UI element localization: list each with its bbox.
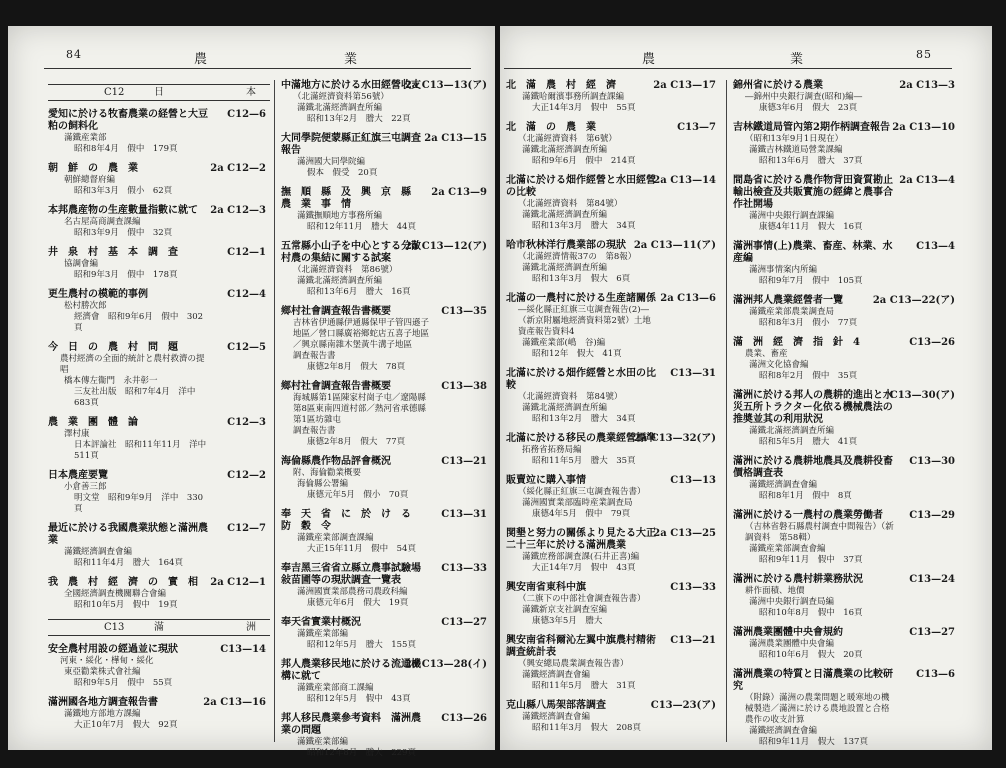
entry-publisher: 滿鐵北滿經濟調査所編	[522, 145, 608, 155]
entry-code: 2a C13—3	[899, 80, 955, 91]
catalog-entry	[506, 635, 720, 692]
entry-publisher: 滿鐵産業部商工課編	[297, 683, 374, 693]
entry-code: 2a C13—22(ア)	[872, 295, 955, 306]
catalog-entry	[48, 205, 270, 239]
entry-publisher: 滿鐵經濟調査會編	[64, 547, 133, 557]
page-number: 84	[66, 48, 82, 61]
entry-title: 五常縣小山子を中心とする分散村農の集結に關する試案	[281, 241, 421, 264]
entry-meta: 昭和11年5月 謄大 31頁	[532, 681, 636, 691]
entry-publisher: 滿洲國實業部臨時産業調査局	[522, 498, 633, 508]
catalog-entry	[506, 475, 720, 520]
entry-meta: 大正14年3月 假中 55頁	[532, 103, 636, 113]
catalog-entry	[48, 577, 270, 611]
entry-title: 滿洲に於ける邦人の農耕的進出と水災五所トラクター化依る機械農法の推奬並其の利用狀況	[733, 390, 893, 425]
entry-subtitle: 吉林省伊通縣伊通縣保甲子管四遜子地區／營口縣廣裕鄉蛇店五喜子地區／興京縣南雜木堡黃牛溝子地區	[293, 318, 430, 350]
catalog-entry	[281, 659, 491, 705]
entry-title: 北 滿 の 農 業	[506, 122, 596, 133]
entry-code: C12—2	[227, 470, 266, 481]
entry-meta: 康德元年5月 假小 70頁	[307, 490, 409, 500]
entry-title: 滿洲邦人農業經營者一覽	[733, 295, 843, 306]
entry-title: 滿洲に於ける農耕地農具及農耕役畜價格調査表	[733, 456, 893, 479]
entry-code: 2a C13—16	[203, 697, 266, 708]
entry-subtitle: （北滿經濟資料 第86號）	[293, 265, 398, 275]
catalog-entry	[281, 563, 491, 609]
catalog-entry	[506, 368, 720, 425]
entry-publisher: 滿鐵北滿經濟調査所編	[522, 210, 608, 220]
entry-subtitle: （北滿經濟資料 第84號）	[518, 199, 623, 209]
entry-title: 滿洲に於ける農村耕業務狀況	[733, 574, 863, 585]
catalog-entry	[733, 80, 959, 114]
entry-publisher: 滿鐵經濟調査會編	[749, 480, 818, 490]
right-page	[500, 26, 992, 750]
entry-meta: 昭和13年6月 謄大 16頁	[307, 287, 411, 297]
entry-code: 2a C13—10	[892, 122, 955, 133]
entry-list	[48, 109, 270, 611]
entry-publisher: 朝鮮總督府編	[64, 175, 116, 185]
entry-code: 2a C13—13(ア)	[404, 80, 487, 91]
entry-publisher: 滿鐵新京支社調査室編	[522, 605, 608, 615]
catalog-entry	[48, 247, 270, 281]
entry-subtitle: （興安總局農業調査報告書）	[518, 659, 629, 669]
entry-list	[733, 80, 959, 748]
entry-subtitle: （吉林省磐石縣農村調査中間報告）（新調資料 第58輯）	[745, 522, 894, 543]
entry-subtitle: （北滿經濟資料 第6號）	[518, 134, 617, 144]
catalog-entry	[48, 470, 270, 515]
catalog-entry	[733, 241, 959, 287]
catalog-entry	[48, 289, 270, 334]
entry-title: 中滿地方に於ける水田經營收支	[281, 80, 421, 91]
entry-publisher: 滿洲事情案内所編	[749, 265, 818, 275]
entry-subtitle: （綏化縣正紅旗三屯調査報告書）	[518, 487, 646, 497]
entry-meta: 昭和5年5月 謄大 41頁	[759, 437, 858, 447]
entry-subtitle: （昭和13年9月1日現在）	[745, 134, 844, 144]
entry-code: C13—31	[441, 509, 487, 520]
entry-title: 鄉村社會調査報告書概要	[281, 381, 391, 392]
entry-meta: 明文堂 昭和9年9月 洋中 330頁	[74, 493, 204, 514]
entry-meta: 昭和10年8月 假中 16頁	[759, 608, 863, 618]
left-page-header	[8, 48, 495, 66]
entry-publisher: 滿鐵撫順地方事務所編	[297, 211, 383, 221]
entry-code: 2a C13—6	[660, 293, 716, 304]
catalog-entry	[733, 122, 959, 167]
entry-code: C12—4	[227, 289, 266, 300]
entry-publisher: 滿鐵産業部	[64, 133, 107, 143]
entry-title: 北 滿 農 村 經 濟	[506, 80, 616, 91]
entry-meta: 昭和9年7月 假中 105頁	[759, 276, 863, 286]
entry-title: 北滿に於ける畑作經營と水田の比較	[506, 368, 656, 391]
entry-publisher: 滿鐵哈爾濱事務所調査課編	[522, 92, 625, 102]
entry-publisher: 海倫縣公署編	[297, 479, 349, 489]
entry-list	[281, 80, 491, 759]
entry-code: 2a C13—12(ア)	[404, 241, 487, 252]
catalog-entry	[48, 644, 270, 689]
entry-meta: 昭和3年3月 假小 62頁	[74, 186, 173, 196]
header-rule	[44, 68, 471, 69]
catalog-entry	[281, 80, 491, 125]
entry-code: C13—29	[909, 510, 955, 521]
entry-subtitle: （北滿經濟資料第56號）	[293, 92, 389, 102]
entry-title: 興安南省東科中旗	[506, 582, 586, 593]
entry-title: 最近に於ける我國農業狀態と滿洲農業	[48, 523, 208, 546]
section-header-c13	[48, 619, 270, 636]
entry-meta: 昭和13年6月 謄大 37頁	[759, 156, 863, 166]
entry-publisher: 滿鐵經濟調査會編	[749, 726, 818, 736]
catalog-entry	[281, 306, 491, 373]
entry-code: C13—21	[441, 456, 487, 467]
entry-code: C13—33	[441, 563, 487, 574]
entry-meta: 昭和10年6月 假大 20頁	[759, 650, 863, 660]
entry-title: 安全農村用設の經過並に現狀	[48, 644, 178, 655]
entry-code: 2a C13—4	[899, 175, 955, 186]
entry-title: 滿洲國各地方調査報告書	[48, 697, 158, 708]
entry-code: C13—31	[670, 368, 716, 379]
catalog-entry	[506, 240, 720, 285]
entry-publisher: 滿鐵北滿經濟調査所編	[522, 263, 608, 273]
entry-publisher: 滿鐵北滿經濟調査所編	[297, 103, 383, 113]
entry-title: 日本農産要覽	[48, 470, 108, 481]
entry-title: 北滿の一農村に於ける生産諸關係	[506, 293, 656, 304]
catalog-entry	[733, 295, 959, 329]
entry-tag: 調査報告書	[293, 426, 336, 436]
catalog-entry	[281, 617, 491, 651]
entry-publisher: 小倉善三郎	[64, 482, 107, 492]
catalog-entry	[281, 241, 491, 298]
entry-meta: 康德2年8月 假大 77頁	[307, 437, 406, 447]
entry-code: 2a C13—28(イ)	[404, 659, 487, 670]
entry-code: C12—1	[227, 247, 266, 258]
entry-publisher: 滿鐵産業部調査課編	[297, 533, 374, 543]
left-page	[8, 26, 495, 758]
entry-title: 今 日 の 農 村 問 題	[48, 342, 178, 353]
section-code: C13	[104, 622, 125, 633]
catalog-entry	[506, 528, 720, 574]
entry-title: 関墾と努力の關係より見たる大正二十三年に於ける滿洲農業	[506, 528, 656, 551]
header-title-right: 業	[790, 52, 805, 67]
entry-code: C13—7	[677, 122, 716, 133]
entry-code: 2a C13—32(ア)	[633, 433, 716, 444]
entry-publisher: 名古屋高商調査課編	[64, 217, 141, 227]
entry-title: 錦州省に於ける農業	[733, 80, 823, 91]
entry-subtitle: 農業、畜産	[745, 349, 788, 359]
catalog-entry	[281, 133, 491, 179]
entry-publisher: 澤村康	[64, 429, 90, 439]
entry-code: C13—33	[670, 582, 716, 593]
entry-code: C13—6	[916, 669, 955, 680]
entry-code: C13—30	[909, 456, 955, 467]
left-column-1	[48, 80, 270, 742]
entry-meta: 康德3年6月 假大 23頁	[759, 103, 858, 113]
entry-title: 更生農村の模範的事例	[48, 289, 148, 300]
catalog-entry	[48, 109, 270, 155]
entry-meta: 經濟會 昭和9年6月 假中 302頁	[74, 312, 204, 333]
entry-publisher: 滿鐵庶務部調査課(石井正喜)編	[522, 552, 640, 562]
catalog-entry	[506, 175, 720, 232]
entry-list	[506, 80, 720, 734]
entry-meta: 昭和12年8月 謄大 229頁	[307, 748, 416, 758]
section-code: C12	[104, 87, 125, 98]
entry-code: C13—23(ア)	[650, 700, 716, 711]
entry-publisher: 滿鐵産業部調査會編	[749, 544, 826, 554]
entry-meta: 日本評論社 昭和11年11月 洋中 511頁	[74, 440, 215, 461]
entry-title: 奉天省實業村概況	[281, 617, 361, 628]
catalog-entry	[733, 669, 959, 748]
entry-subtitle: ―錦州中央銀行調査(昭和)編―	[745, 92, 863, 102]
entry-publisher: 滿鐵吉林鐵道局營業課編	[749, 145, 843, 155]
entry-publisher: 滿洲文化協會編	[749, 360, 809, 370]
entry-meta: 昭和8年2月 假中 35頁	[759, 371, 858, 381]
entry-meta: 昭和13年2月 謄大 34頁	[532, 414, 636, 424]
entry-publisher: 滿洲農業團體中央會編	[749, 639, 835, 649]
catalog-entry	[281, 381, 491, 448]
entry-code: C13—4	[916, 241, 955, 252]
entry-title: 鄉村社會調査報告書概要	[281, 306, 391, 317]
entry-title: 北滿に於ける畑作經營と水田經營の比較	[506, 175, 656, 198]
entry-publisher: 滿洲中央銀行調査局編	[749, 597, 835, 607]
entry-title: 井 泉 村 基 本 調 査	[48, 247, 178, 258]
entry-meta: 康德3年5月 謄大	[532, 616, 603, 626]
entry-title: 滿洲事情(上)農業、畜産、林業、水産編	[733, 241, 893, 264]
entry-publisher: 滿鐵地方部地方課編	[64, 709, 141, 719]
section-name-2: 洲	[246, 622, 256, 633]
entry-meta: 昭和8年4月 假中 179頁	[74, 144, 178, 154]
entry-meta: 昭和11年3月 假大 208頁	[532, 723, 641, 733]
entry-meta: 大正15年11月 假中 54頁	[307, 544, 416, 554]
catalog-entry	[48, 342, 270, 409]
entry-meta: 昭和9年11月 假大 137頁	[759, 737, 868, 747]
catalog-entry	[48, 417, 270, 462]
entry-subtitle: ―綏化縣正紅旗三屯調査報告(2)―（新京附屬地經濟資料第2號）土地資產報告資料4	[518, 305, 651, 337]
entry-subtitle: （二旗下の中部社會調査報告書）	[518, 594, 646, 604]
entry-code: C12—7	[227, 523, 266, 534]
entry-code: C13—35	[441, 306, 487, 317]
entry-meta: 昭和8年3月 假小 77頁	[759, 318, 858, 328]
entry-meta: 昭和13年3月 假大 6頁	[532, 274, 631, 284]
entry-publisher: 滿鐵産業部(嶋 谷)編	[522, 338, 606, 348]
entry-code: 2a C13—15	[424, 133, 487, 144]
catalog-entry	[506, 80, 720, 114]
entry-meta: 昭和12年5月 假中 43頁	[307, 694, 411, 704]
entry-publisher: 滿鐵産業部編	[297, 629, 349, 639]
entry-subtitle: 附、海倫勸業概要	[293, 468, 362, 478]
entry-meta: 昭和11年5月 謄大 35頁	[532, 456, 636, 466]
entry-code: C13—13	[670, 475, 716, 486]
entry-code: C13—24	[909, 574, 955, 585]
entry-subtitle: 農村經濟の全面的統計と農村救濟の提唱	[60, 354, 205, 375]
catalog-entry	[733, 574, 959, 619]
entry-code: 2a C13—14	[653, 175, 716, 186]
entry-code: C12—3	[227, 417, 266, 428]
catalog-entry	[48, 523, 270, 569]
entry-title: 邦人移民農業參考資料 滿洲農業の問題	[281, 713, 421, 736]
right-page-header	[500, 48, 992, 66]
catalog-entry	[733, 627, 959, 661]
entry-code: C12—6	[227, 109, 266, 120]
entry-meta: 康德元年6月 假大 19頁	[307, 598, 409, 608]
right-column-1	[506, 80, 720, 742]
entry-title: 奉吉黑三省省立縣立農事試驗場敍苗圃等の現狀調査一覽表	[281, 563, 421, 586]
entry-publisher: 拓務省拓務局編	[522, 445, 582, 455]
entry-title: 愛知に於ける牧畜農業の経營と大豆粕の飼料化	[48, 109, 208, 132]
catalog-entry	[48, 163, 270, 197]
entry-meta: 昭和10年5月 假中 19頁	[74, 600, 178, 610]
entry-code: C13—26	[441, 713, 487, 724]
catalog-entry	[733, 390, 959, 448]
entry-title: 哈市秋林洋行農業部の現狀	[506, 240, 626, 251]
entry-subtitle: 耕作面積、地價	[745, 586, 805, 596]
page-number: 85	[916, 48, 932, 61]
catalog-entry	[506, 582, 720, 627]
entry-publisher: 全國經濟調査機關聯合會編	[64, 589, 167, 599]
entry-meta: 康德4年11月 假大 16頁	[759, 222, 863, 232]
entry-meta: 三友社出版 昭和7年4月 洋中 683頁	[74, 387, 204, 408]
right-column-2	[726, 80, 959, 747]
entry-code: 2a C12—2	[210, 163, 266, 174]
entry-code: C13—21	[670, 635, 716, 646]
section-name: 滿	[154, 622, 170, 633]
left-column-2	[274, 80, 491, 758]
entry-publisher: 滿鐵北滿經濟調査所編	[522, 403, 608, 413]
catalog-entry	[733, 175, 959, 233]
entry-publisher: 協調會編	[64, 259, 99, 269]
entry-meta: 昭和9年6月 假中 214頁	[532, 156, 636, 166]
entry-title: 邦人農業移民地に於ける流通機構に就て	[281, 659, 421, 682]
entry-publisher: 滿鐵經濟調査會編	[522, 670, 591, 680]
entry-meta: 昭和13年2月 謄大 22頁	[307, 114, 411, 124]
header-title-right: 業	[344, 52, 359, 67]
entry-meta: 大正14年7月 假中 43頁	[532, 563, 636, 573]
section-header-c12	[48, 84, 270, 101]
entry-code: 2a C13—11(ア)	[633, 240, 716, 251]
entry-publisher: 滿鐵産業部編	[297, 737, 349, 747]
entry-title: 撫 順 縣 及 興 京 縣 農 業 事 情	[281, 187, 421, 210]
entry-meta: 昭和12年11月 謄大 44頁	[307, 222, 416, 232]
section-name-2: 本	[246, 87, 256, 98]
entry-title: 滿洲農業團體中央會規約	[733, 627, 843, 638]
entry-title: 本邦農産物の生産數量指數に就て	[48, 205, 198, 216]
entry-subtitle: （北滿經濟情報37の 第8報）	[518, 252, 637, 262]
entry-meta: 昭和9年5月 假中 55頁	[74, 678, 173, 688]
entry-publisher: 滿鐵經濟調査會編	[522, 712, 591, 722]
entry-meta: 昭和9年3月 假中 178頁	[74, 270, 178, 280]
entry-meta: 昭和11年4月 謄大 164頁	[74, 558, 183, 568]
entry-code: C12—5	[227, 342, 266, 353]
entry-code: C13—38	[441, 381, 487, 392]
entry-publisher: 松村勝次郎	[64, 301, 107, 311]
catalog-entry	[281, 456, 491, 501]
entry-code: C13—14	[220, 644, 266, 655]
entry-subtitle: 海城縣第1區陳家村崗子屯／遼陽縣第8區東南四道村部／熱河省承德縣第1區坊雜屯	[293, 393, 426, 425]
entry-title: 間島省に於ける農作物背田資質勘止輸出檢査及共販實施の經緯と農事合作社開場	[733, 175, 893, 210]
catalog-entry	[733, 337, 959, 382]
entry-code: 2a C13—17	[653, 80, 716, 91]
catalog-entry	[506, 122, 720, 167]
section-name: 日	[154, 87, 170, 98]
entry-code: C13—27	[441, 617, 487, 628]
catalog-entry	[281, 713, 491, 759]
catalog-entry	[281, 509, 491, 555]
catalog-entry	[281, 187, 491, 233]
entry-title: 興安南省科爾沁左翼中旗農村精術調査統計表	[506, 635, 656, 658]
entry-subtitle: （北滿經濟資料 第84號）	[518, 392, 623, 402]
catalog-entry	[506, 293, 720, 360]
entry-title: 吉林鐵道局管內第2期作柄調査報告	[733, 122, 890, 133]
entry-code: 2a C13—9	[431, 187, 487, 198]
catalog-entry	[733, 510, 959, 566]
entry-code: C13—26	[909, 337, 955, 348]
entry-code: 2a C12—3	[210, 205, 266, 216]
entry-list	[48, 644, 270, 731]
catalog-entry	[733, 456, 959, 502]
entry-title: 滿 洲 經 濟 指 針 4	[733, 337, 860, 348]
entry-title: 滿洲に於ける一農村の農業勞働者	[733, 510, 883, 521]
entry-publisher: 滿鐵北滿經濟調査所編	[749, 426, 835, 436]
entry-publisher: 滿鐵産業部農業調査局	[749, 307, 835, 317]
entry-code: C13—27	[909, 627, 955, 638]
entry-title: 克山縣八馬架部落調査	[506, 700, 606, 711]
entry-meta: 大正10年7月 假大 92頁	[74, 720, 178, 730]
header-rule	[504, 68, 952, 69]
entry-title: 北滿に於ける移民の農業經營標準	[506, 433, 656, 444]
entry-meta: 康德2年8月 假大 78頁	[307, 362, 406, 372]
entry-publisher: 橋本傳左衞門 永井彰一	[64, 376, 158, 386]
entry-subtitle: 河東・綏化・樺甸・綏化	[60, 656, 154, 666]
entry-title: 滿洲農業の特質と日滿農業の比較研究	[733, 669, 893, 692]
entry-meta: 昭和12年5月 謄大 155頁	[307, 640, 416, 650]
entry-title: 大同學院便蒙縣正紅旗三屯調査報告	[281, 133, 421, 156]
entry-title: 海倫縣農作物品評會概況	[281, 456, 391, 467]
entry-title: 奉 天 省 に 於 け る 防 穀 令	[281, 509, 421, 532]
entry-title: 農 業 團 體 論	[48, 417, 138, 428]
entry-publisher: 滿洲中央銀行調査課編	[749, 211, 835, 221]
entry-publisher: 東亞勸業株式會社編	[64, 667, 141, 677]
entry-title: 我 農 村 經 濟 の 實 相	[48, 577, 198, 588]
entry-publisher: 滿洲國實業部農務司農政科編	[297, 587, 408, 597]
entry-code: 2a C13—25	[653, 528, 716, 539]
catalog-entry	[506, 433, 720, 467]
entry-meta: 昭和12年 假大 41頁	[532, 349, 622, 359]
entry-meta: 昭和3年9月 假中 32頁	[74, 228, 173, 238]
entry-meta: 昭和13年3月 謄大 34頁	[532, 221, 636, 231]
entry-meta: 康德4年5月 假中 79頁	[532, 509, 631, 519]
entry-meta: 昭和9年11月 假中 37頁	[759, 555, 863, 565]
entry-code: 2a C12—1	[210, 577, 266, 588]
entry-title: 販賣竝に購入事情	[506, 475, 586, 486]
header-title-left: 農	[642, 52, 657, 67]
entry-title: 朝 鮮 の 農 業	[48, 163, 138, 174]
entry-tag: 調査報告書	[293, 351, 336, 361]
entry-publisher: 滿洲國大同學院編	[297, 157, 366, 167]
entry-meta: 假本 假受 20頁	[307, 168, 378, 178]
entry-code: C13—30(ア)	[889, 390, 955, 401]
catalog-entry	[506, 700, 720, 734]
entry-publisher: 滿鐵北滿經濟調査所編	[297, 276, 383, 286]
entry-meta: 昭和8年1月 假中 8頁	[759, 491, 852, 501]
entry-subtitle: （附錄）滿洲の農業問題と暖寒地の機械製造／滿洲に於ける農地設置と合格農作の收支計算	[745, 693, 890, 725]
catalog-entry	[48, 697, 270, 731]
header-title-left: 農	[194, 52, 209, 67]
